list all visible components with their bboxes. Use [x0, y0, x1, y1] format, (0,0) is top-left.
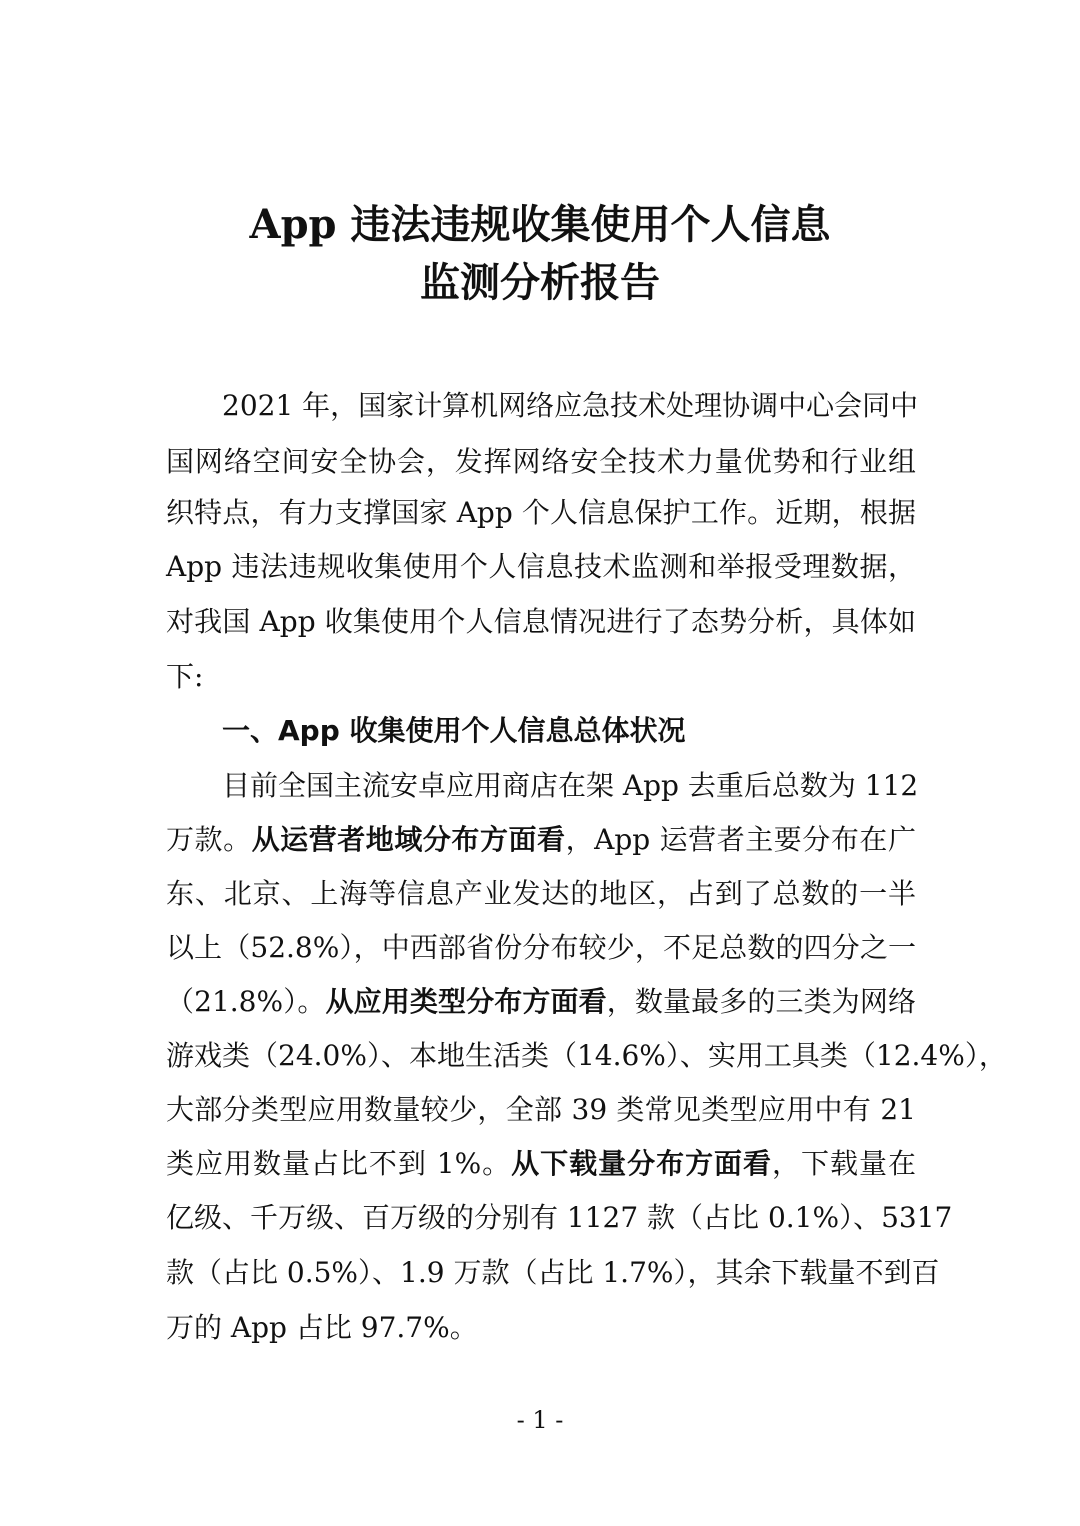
paragraph-1-line-3: 织特点，有力支撑国家 App 个人信息保护工作。近期，根据 [166, 496, 916, 529]
document-title-line-1: App 违法违规收集使用个人信息 [249, 201, 831, 248]
paragraph-1-line-2: 国网络空间安全协会，发挥网络安全技术力量优势和行业组 [166, 445, 916, 478]
paragraph-2-line-1: 目前全国主流安卓应用商店在架 App 去重后总数为 112 [222, 769, 919, 802]
paragraph-2-line-4: 以上（52.8%），中西部省份分布较少，不足总数的四分之一 [166, 931, 916, 964]
paragraph-2-line-8-bold: 从下载量分布方面看 [511, 1147, 773, 1180]
paragraph-2-line-9: 亿级、千万级、百万级的分别有 1127 款（占比 0.1%）、5317 [166, 1201, 953, 1234]
paragraph-2-line-5-text-b: ，数量最多的三类为网络 [606, 985, 916, 1018]
paragraph-1-line-5: 对我国 App 收集使用个人信息情况进行了态势分析，具体如 [166, 605, 916, 638]
paragraph-2-line-8-text-b: ，下载量在 [772, 1147, 916, 1180]
paragraph-2-line-2-bold: 从运营者地域分布方面看 [251, 823, 566, 856]
paragraph-2-line-5-text-a: （21.8%）。 [166, 985, 326, 1018]
paragraph-2-line-8 [166, 1139, 916, 1189]
section-1-heading: 一、App 收集使用个人信息总体状况 [222, 714, 686, 747]
paragraph-1-line-1: 2021 年，国家计算机网络应急技术处理协调中心会同中 [222, 389, 919, 422]
document-title-line-2: 监测分析报告 [420, 259, 660, 306]
paragraph-2-line-3: 东、北京、上海等信息产业发达的地区，占到了总数的一半 [166, 877, 916, 910]
paragraph-2-line-6: 游戏类（24.0%）、本地生活类（14.6%）、实用工具类（12.4%）， [166, 1039, 1007, 1072]
paragraph-2-line-2 [166, 815, 916, 865]
paragraph-2-line-7: 大部分类型应用数量较少，全部 39 类常见类型应用中有 21 [166, 1093, 916, 1126]
page-number: - 1 - [516, 1406, 564, 1434]
paragraph-1-line-6: 下: [166, 660, 204, 693]
paragraph-2-line-2-text-a: 万款。 [166, 823, 252, 856]
paragraph-2-line-5-bold: 从应用类型分布方面看 [325, 985, 607, 1018]
paragraph-2-line-10: 款（占比 0.5%）、1.9 万款（占比 1.7%），其余下载量不到百 [166, 1256, 940, 1289]
paragraph-1-line-4: App 违法违规收集使用个人信息技术监测和举报受理数据， [166, 550, 916, 583]
paragraph-2-line-11: 万的 App 占比 97.7%。 [166, 1311, 478, 1344]
paragraph-2-line-2-text-b: ，App 运营者主要分布在广 [565, 823, 916, 856]
paragraph-2-line-8-text-a: 类应用数量占比不到 1%。 [166, 1147, 512, 1180]
paragraph-2-line-5 [166, 977, 916, 1027]
